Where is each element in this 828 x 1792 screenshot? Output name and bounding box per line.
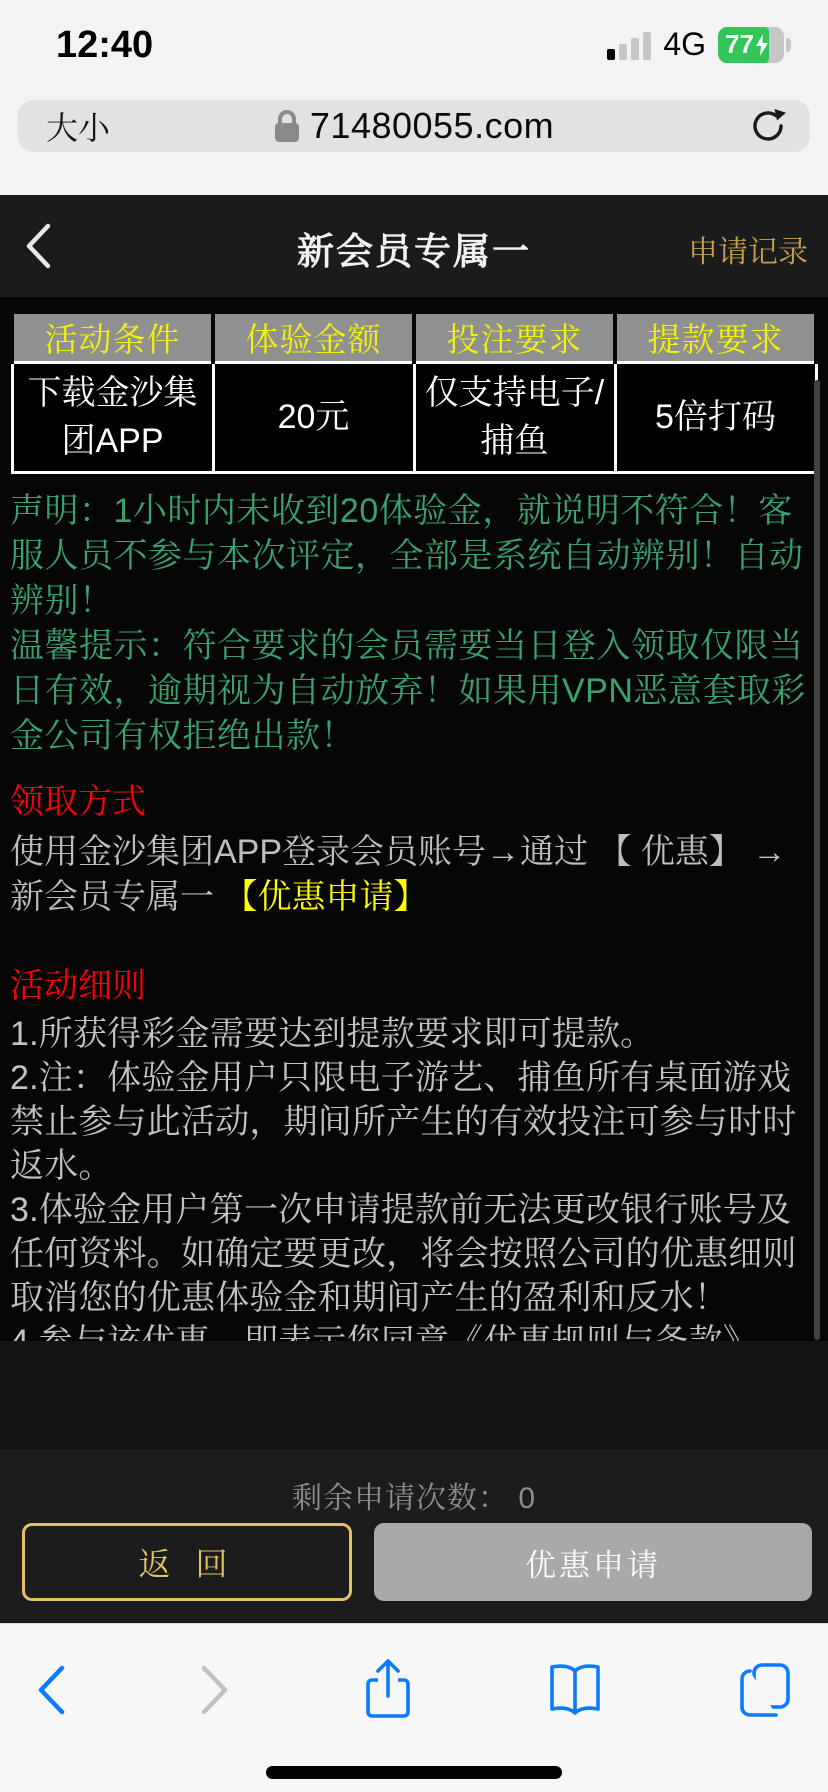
remaining-count-value: 0 <box>518 1482 537 1515</box>
promo-table-header: 投注要求 <box>414 312 615 363</box>
battery-icon <box>718 27 792 63</box>
rules-list <box>10 1012 818 1364</box>
action-bar <box>0 1449 828 1623</box>
font-size-control[interactable]: 大小 <box>46 110 111 146</box>
promo-table-cell: 下载金沙集团APP <box>12 363 213 473</box>
claim-method-heading: 领取方式 <box>10 783 146 821</box>
rule-item: 3.体验金用户第一次申请提款前无法更改银行账号及任何资料。如确定要更改，将会按照公司的优惠细则取消您的优惠体验金和期间产生的盈利和反水！ <box>10 1191 797 1317</box>
remaining-count-row <box>0 1473 828 1517</box>
status-bar <box>0 18 828 74</box>
promo-table-row <box>12 363 816 473</box>
status-time: 12:40 <box>56 24 154 66</box>
promo-table-header: 提款要求 <box>615 312 816 363</box>
return-button[interactable]: 返 回 <box>22 1523 352 1601</box>
promo-table-header-row <box>12 312 816 363</box>
safari-bottom-toolbar <box>0 1623 828 1792</box>
rules-heading: 活动细则 <box>10 967 146 1005</box>
battery-percent: 77 <box>725 29 754 59</box>
promo-table-cell: 20元 <box>213 363 414 473</box>
promo-content <box>0 297 828 1341</box>
scrollbar-thumb[interactable] <box>814 380 820 1340</box>
share-icon[interactable] <box>364 1658 412 1727</box>
reload-button[interactable] <box>750 106 788 146</box>
page-title: 新会员专属一 <box>297 231 531 272</box>
rule-item: 2.注：体验金用户只限电子游艺、捕鱼所有桌面游戏禁止参与此活动，期间所产生的有效投注可参与时时返水。 <box>10 1059 797 1185</box>
promo-table-header: 活动条件 <box>12 312 213 363</box>
url-text: 71480055.com <box>309 105 555 146</box>
content-gap <box>0 1341 828 1449</box>
promo-table-cell: 仅支持电子/捕鱼 <box>414 363 615 473</box>
safari-top-chrome <box>0 0 828 195</box>
browser-forward-button[interactable] <box>200 1664 230 1721</box>
tabs-icon[interactable] <box>738 1661 792 1724</box>
bookmarks-icon[interactable] <box>546 1663 604 1722</box>
home-indicator[interactable] <box>266 1766 562 1779</box>
application-records-link[interactable]: 申请记录 <box>688 236 808 269</box>
apply-promo-button[interactable]: 优惠申请 <box>374 1523 812 1601</box>
statement-text: 声明：1小时内未收到20体验金，就说明不符合！客服人员不参与本次评定，全部是系统自动辨别！自动辨别！ <box>10 492 804 620</box>
claim-method-step <box>10 830 818 920</box>
address-bar[interactable] <box>18 100 810 152</box>
charging-bolt-icon <box>755 34 769 56</box>
network-type-label: 4G <box>663 26 706 62</box>
action-buttons <box>22 1523 812 1601</box>
remaining-count-label: 剩余申请次数： <box>291 1482 509 1515</box>
notice-block <box>10 489 818 759</box>
promo-table-cell: 5倍打码 <box>615 363 816 473</box>
claim-step-highlight: 【优惠申请】 <box>223 878 428 916</box>
rule-item: 1.所获得彩金需要达到提款要求即可提款。 <box>10 1015 655 1053</box>
promo-table-header: 体验金额 <box>213 312 414 363</box>
status-icons <box>607 26 792 63</box>
cellular-signal-icon <box>607 30 651 60</box>
browser-back-button[interactable] <box>36 1664 66 1721</box>
promo-table <box>10 310 818 474</box>
lock-icon <box>274 109 300 143</box>
page-nav-header <box>0 195 828 297</box>
claim-step-text: 使用金沙集团APP登录会员账号→通过 【 优惠】 →新会员专属一 <box>10 833 787 916</box>
warm-tip-text: 温馨提示：符合要求的会员需要当日登入领取仅限当日有效，逾期视为自动放弃！如果用VPN恶意套取彩金公司有权拒绝出款！ <box>10 627 806 755</box>
